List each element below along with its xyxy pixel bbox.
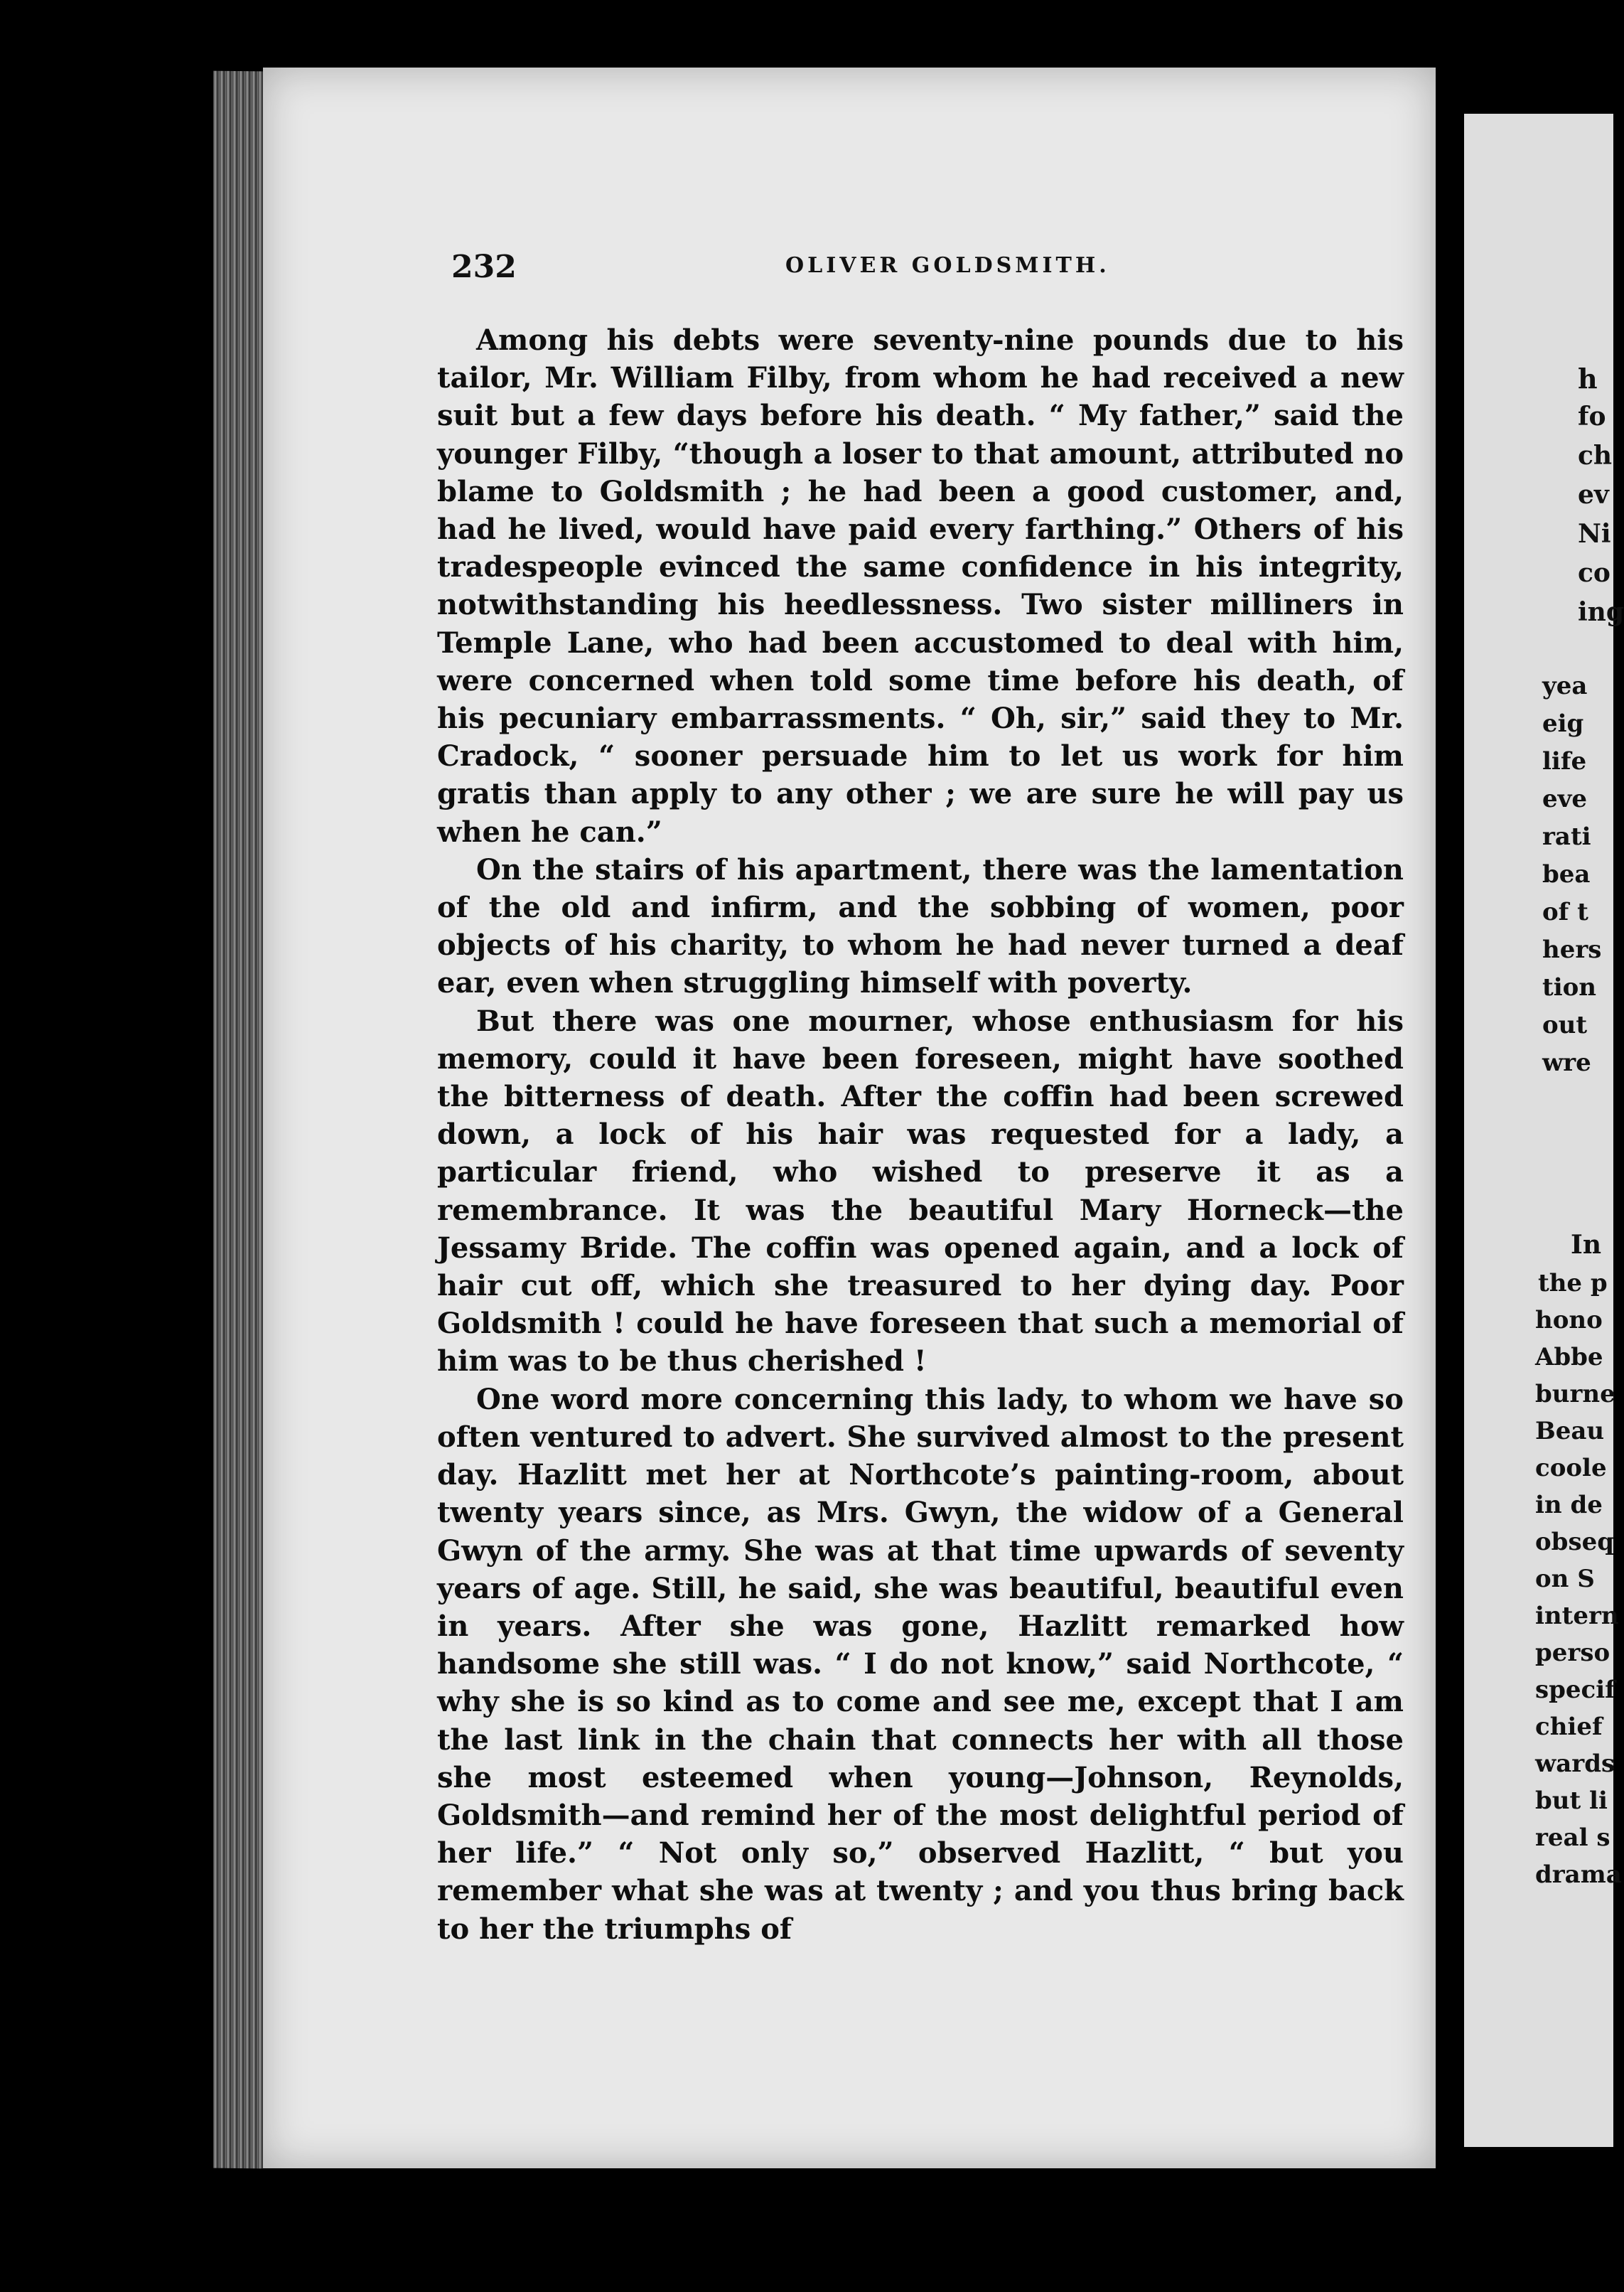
facing-fragment: Ni bbox=[1578, 519, 1611, 549]
facing-fragment: bea bbox=[1542, 860, 1591, 889]
book-page-edges bbox=[213, 71, 263, 2169]
facing-fragment: hers bbox=[1542, 936, 1602, 964]
facing-fragment: intern bbox=[1535, 1602, 1619, 1630]
facing-fragment: rati bbox=[1542, 823, 1591, 851]
facing-fragment: In bbox=[1571, 1230, 1602, 1260]
facing-fragment: of t bbox=[1542, 898, 1588, 926]
facing-fragment: eig bbox=[1542, 709, 1584, 738]
facing-fragment: perso bbox=[1535, 1639, 1610, 1667]
facing-fragment: on S bbox=[1535, 1565, 1595, 1593]
paragraph: On the stairs of his apartment, there was the lamentation of the old and infirm, and the sobbing of women, poor objects of his charity, to whom he had never turned a deaf ear, even when struggling himself with poverty. bbox=[437, 852, 1404, 1000]
facing-fragment: co bbox=[1578, 558, 1610, 588]
facing-fragment: coole bbox=[1535, 1454, 1607, 1482]
facing-fragment: ev bbox=[1578, 480, 1609, 510]
running-head: OLIVER GOLDSMITH. bbox=[785, 253, 1110, 278]
page-number: 232 bbox=[451, 249, 517, 285]
facing-fragment: out bbox=[1542, 1011, 1588, 1039]
body-text bbox=[437, 321, 1404, 1948]
facing-fragment: the p bbox=[1538, 1269, 1608, 1297]
facing-fragment: h bbox=[1578, 363, 1598, 395]
facing-page-text bbox=[1528, 114, 1624, 2147]
facing-fragment: wards bbox=[1535, 1750, 1615, 1778]
facing-fragment: Abbe bbox=[1535, 1343, 1603, 1371]
facing-fragment: life bbox=[1542, 747, 1587, 776]
paragraph: Among his debts were seventy-nine pounds due to his tailor, Mr. William Filby, from whom he had received a new suit but a few days before his death. “ My father,” said the younger Filby, “though a loser to that amount, attributed no blame to Goldsmith ; he had been a good customer, and, had he lived, would have paid every farthing.” Others of his tradespeople evinced the same confidence in his integrity, notwithstanding his heedlessness. Two sister milliners in Temple Lane, who had been accustomed to deal with him, were concerned when told some time before his death, of his pecuniary embarrassments. “ Oh, sir,” said they to Mr. Cradock, “ sooner persuade him to let us work for him gratis than apply to any other ; we are sure he will pay us when he can.” bbox=[437, 323, 1404, 849]
facing-fragment: drama bbox=[1535, 1860, 1622, 1889]
paragraph: But there was one mourner, whose enthusiasm for his memory, could it have been foreseen, might have soothed the bitterness of death. After the coffin had been screwed down, a lock of his hair was requested for a lady, a particular friend, who wished to preserve it as a remembrance. It was the beautiful Mary Horneck—the Jessamy Bride. The coffin was opened again, and a lock of hair cut off, which she treasured to her dying day. Poor Goldsmith ! could he have foreseen that such a memorial of him was to be thus cherished ! bbox=[437, 1004, 1404, 1378]
facing-fragment: ing bbox=[1578, 597, 1624, 627]
facing-fragment: specif bbox=[1535, 1676, 1615, 1704]
facing-fragment: wre bbox=[1542, 1049, 1591, 1077]
facing-fragment: tion bbox=[1542, 973, 1597, 1002]
facing-fragment: but li bbox=[1535, 1787, 1608, 1815]
facing-fragment: hono bbox=[1535, 1306, 1603, 1334]
facing-fragment: ch bbox=[1578, 441, 1613, 471]
facing-fragment: in de bbox=[1535, 1491, 1603, 1519]
facing-fragment: real s bbox=[1535, 1824, 1610, 1852]
facing-fragment: chief bbox=[1535, 1713, 1603, 1741]
facing-fragment: obseq bbox=[1535, 1528, 1614, 1556]
paragraph: One word more concerning this lady, to whom we have so often ventured to advert. She survived almost to the present day. Hazlitt met her at Northcote’s painting-room, about twenty years since, as Mrs. Gwyn, the widow of a General Gwyn of the army. She was at that time upwards of seventy years of age. Still, he said, she was beautiful, beautiful even in years. After she was gone, Hazlitt remarked how handsome she still was. “ I do not know,” said Northcote, “ why she is so kind as to come and see me, except that I am the last link in the chain that connects her with all those she most esteemed when young—Johnson, Reynolds, Goldsmith—and remind her of the most delightful period of her life.” “ Not only so,” observed Hazlitt, “ but you remember what she was at twenty ; and you thus bring back to her the triumphs of bbox=[437, 1382, 1404, 1946]
facing-fragment: burne bbox=[1535, 1380, 1615, 1408]
facing-fragment: fo bbox=[1578, 402, 1606, 432]
facing-fragment: yea bbox=[1542, 672, 1588, 700]
page-header bbox=[451, 249, 1418, 291]
facing-fragment: Beau bbox=[1535, 1417, 1605, 1445]
facing-fragment: eve bbox=[1542, 785, 1588, 813]
